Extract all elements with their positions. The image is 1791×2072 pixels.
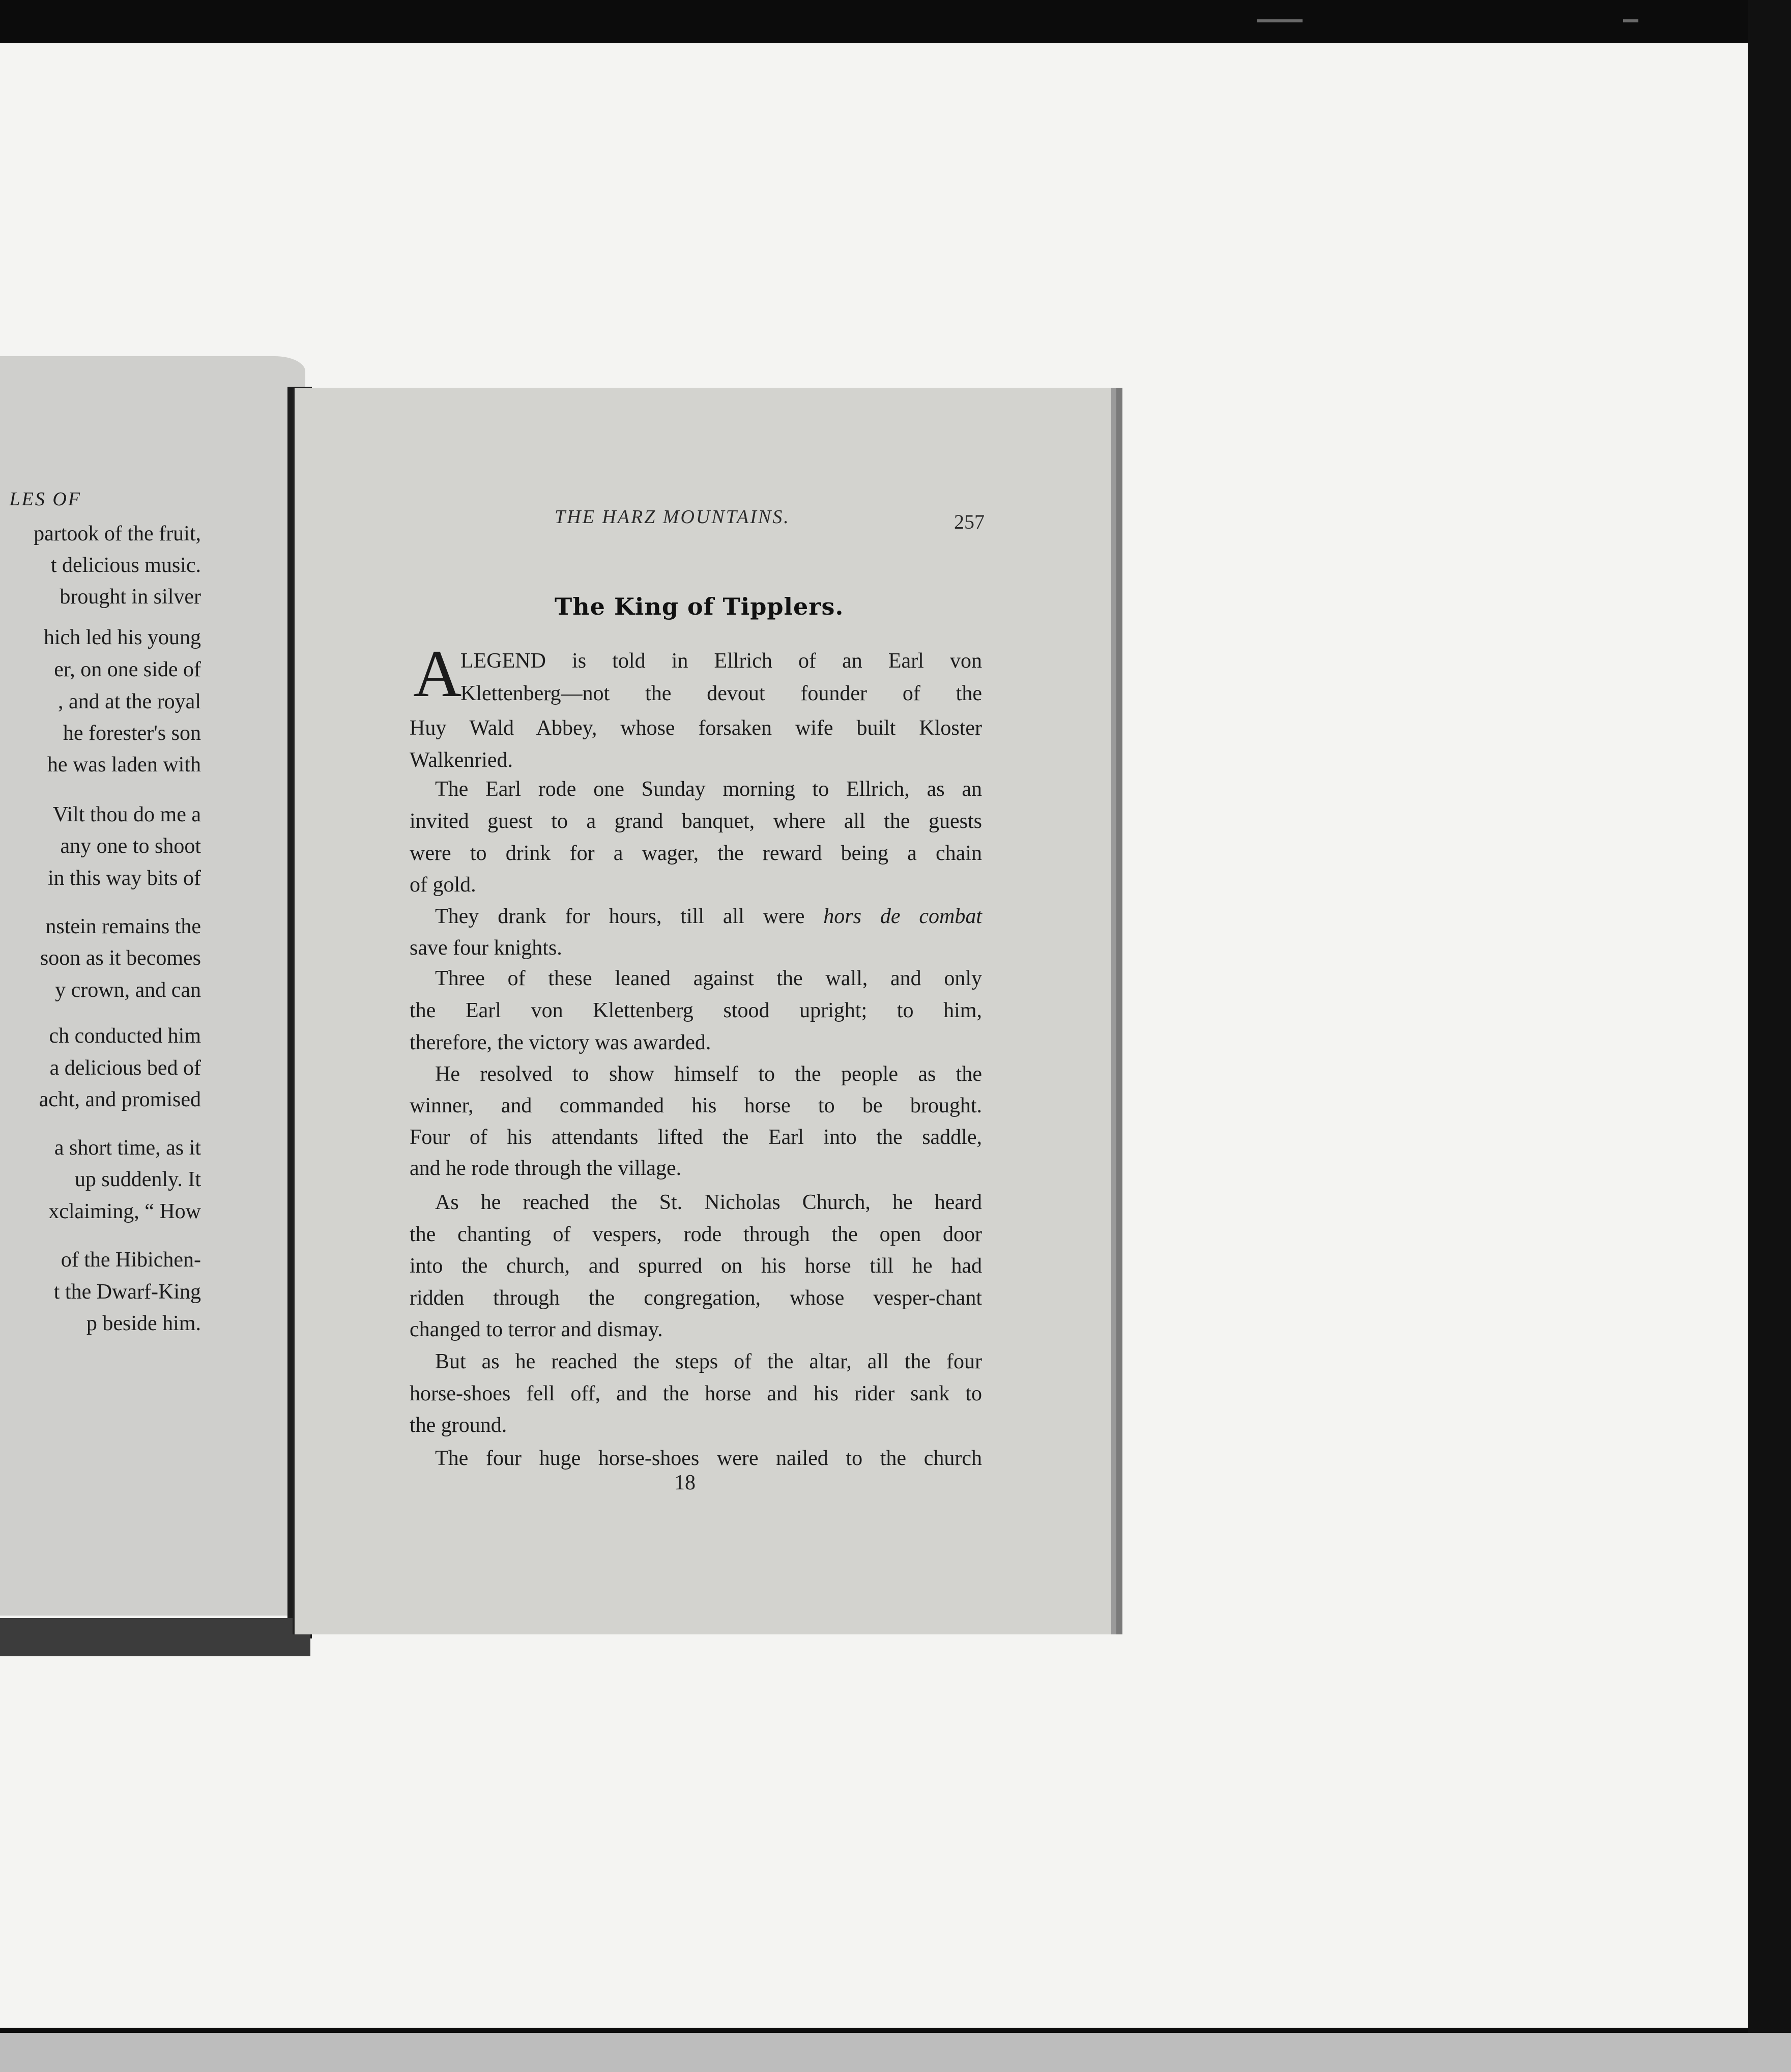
scan-mark <box>1623 19 1638 22</box>
body-line: Klettenberg—not the devout founder of the <box>460 682 982 705</box>
left-page-line: a delicious bed of <box>49 1056 201 1080</box>
left-page-shadow <box>0 1618 310 1656</box>
signature-mark: 18 <box>674 1471 696 1494</box>
running-header: THE HARZ MOUNTAINS. <box>555 506 790 528</box>
left-page-line: y crown, and can <box>55 979 201 1002</box>
body-line: of gold. <box>410 873 476 897</box>
left-page-line: , and at the royal <box>57 690 201 713</box>
body-line: Four of his attendants lifted the Earl into the saddle, <box>410 1126 982 1149</box>
left-page-line: brought in silver <box>60 585 201 609</box>
body-line: winner, and commanded his horse to be brought. <box>410 1094 982 1117</box>
scan-border-bottom <box>0 2033 1791 2072</box>
body-line: into the church, and spurred on his horse till he had <box>410 1254 982 1278</box>
body-line: The Earl rode one Sunday morning to Ellrich, as an <box>435 778 982 801</box>
scan-mark <box>1257 19 1303 22</box>
left-page-line: of the Hibichen- <box>61 1248 201 1272</box>
left-page-line: up suddenly. It <box>74 1168 201 1191</box>
body-line: He resolved to show himself to the people as the <box>435 1062 982 1086</box>
body-line: As he reached the St. Nicholas Church, he heard <box>435 1191 982 1214</box>
body-line: save four knights. <box>410 936 562 960</box>
left-page-line: partook of the fruit, <box>34 522 201 545</box>
body-line: the Earl von Klettenberg stood upright; to him, <box>410 999 982 1022</box>
left-page-line: a short time, as it <box>54 1136 201 1160</box>
left-page-line: in this way bits of <box>48 867 201 890</box>
body-line: ridden through the congregation, whose vesper-chant <box>410 1286 982 1310</box>
chapter-title: The King of Tipplers. <box>555 593 844 620</box>
left-page-line: t delicious music. <box>50 554 201 577</box>
left-page-line: nstein remains the <box>45 915 201 938</box>
body-line: the ground. <box>410 1414 507 1437</box>
body-line: Walkenried. <box>410 749 513 772</box>
left-page-line: acht, and promised <box>39 1088 201 1111</box>
body-line: therefore, the victory was awarded. <box>410 1031 711 1054</box>
body-line: The four huge horse-shoes were nailed to the church <box>435 1447 982 1470</box>
body-line: horse-shoes fell off, and the horse and his rider sank to <box>410 1382 982 1405</box>
page-number: 257 <box>954 510 985 533</box>
left-page-line: er, on one side of <box>54 658 201 681</box>
left-page-line: p beside him. <box>86 1312 201 1335</box>
body-line: changed to terror and dismay. <box>410 1318 663 1341</box>
body-line: Three of these leaned against the wall, and only <box>435 967 982 990</box>
body-line: Huy Wald Abbey, whose forsaken wife built Kloster <box>410 716 982 740</box>
body-line: LEGEND is told in Ellrich of an Earl von <box>460 649 982 673</box>
body-line: invited guest to a grand banquet, where all the guests <box>410 810 982 833</box>
left-page-line: he forester's son <box>63 722 201 745</box>
left-page <box>0 356 305 1616</box>
left-page-line: Vilt thou do me a <box>52 803 201 826</box>
left-page-line: he was laden with <box>47 753 201 776</box>
left-page-line: xclaiming, “ How <box>48 1200 201 1223</box>
left-page-line: any one to shoot <box>60 834 201 858</box>
body-line: and he rode through the village. <box>410 1157 682 1180</box>
body-line: were to drink for a wager, the reward being a chain <box>410 842 982 865</box>
body-line: They drank for hours, till all were hors de combat <box>435 905 982 928</box>
body-line: But as he reached the steps of the altar, all the four <box>435 1350 982 1373</box>
left-page-line: LES OF <box>9 488 81 510</box>
drop-cap: A <box>413 636 462 711</box>
body-line: the chanting of vespers, rode through the open door <box>410 1223 982 1246</box>
left-page-line: t the Dwarf-King <box>53 1280 201 1304</box>
left-page-line: hich led his young <box>43 626 201 649</box>
left-page-line: ch conducted him <box>49 1024 201 1048</box>
scan-border-right <box>1748 0 1791 2072</box>
left-page-line: soon as it becomes <box>40 946 201 970</box>
